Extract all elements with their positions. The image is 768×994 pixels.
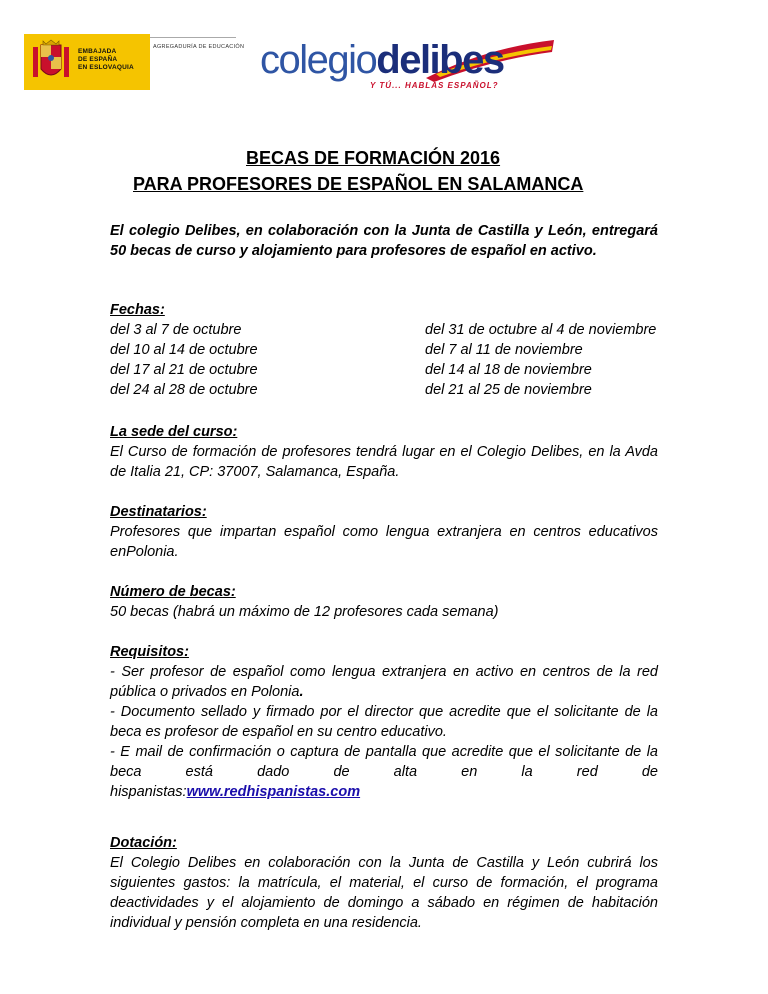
date-column-right: [425, 320, 656, 400]
date-item: del 7 al 11 de noviembre: [425, 342, 583, 358]
date-item: del 17 al 21 de octubre: [110, 362, 258, 378]
requisitos-heading: Requisitos:: [110, 644, 189, 660]
numero-text: 50 becas (habrá un máximo de 12 profesores cada semana): [110, 604, 499, 620]
date-item: del 3 al 7 de octubre: [110, 322, 242, 338]
destinatarios-heading: Destinatarios:: [110, 504, 207, 520]
embassy-line: EMBAJADA: [78, 48, 117, 55]
colegio-delibes-logo: [256, 34, 556, 98]
agregaduria-label: AGREGADURÍA DE EDUCACIÓN: [153, 44, 245, 50]
requisito-text-end: .: [299, 684, 304, 700]
requisito-item: - Documento sellado y firmado por el director que acredite que el solicitante de la beca es profesor de español en su centro educativo.: [110, 704, 658, 740]
date-item: del 14 al 18 de noviembre: [425, 362, 592, 378]
brand-part2: delibes: [376, 38, 504, 82]
destinatarios-section: [110, 502, 658, 562]
embassy-text: [78, 48, 134, 72]
divider: [150, 37, 236, 38]
embassy-logo: [24, 34, 150, 90]
requisitos-section: [110, 642, 658, 802]
redhispanistas-link[interactable]: www.redhispanistas.com: [186, 784, 361, 800]
date-column-left: [110, 320, 258, 400]
page-title: BECAS DE FORMACIÓN 2016: [246, 148, 501, 168]
requisito-item: [110, 662, 658, 702]
numero-section: [110, 582, 658, 622]
coat-of-arms-icon: [30, 39, 72, 85]
brand-wordmark: [260, 38, 504, 82]
requisito-link-line: [110, 782, 658, 802]
requisito-text-end: hispanistas:: [110, 784, 187, 800]
dotacion-section: [110, 833, 658, 933]
page-subtitle: PARA PROFESORES DE ESPAÑOL EN SALAMANCA: [133, 174, 584, 194]
date-item: del 21 al 25 de noviembre: [425, 382, 592, 398]
dotacion-heading: Dotación:: [110, 835, 177, 851]
date-item: del 31 de octubre al 4 de noviembre: [425, 322, 657, 338]
embassy-line: DE ESPAÑA: [78, 56, 118, 63]
embassy-line: EN ESLOVAQUIA: [78, 64, 134, 71]
date-item: del 10 al 14 de octubre: [110, 342, 258, 358]
fechas-heading: Fechas:: [110, 302, 165, 318]
sede-heading: La sede del curso:: [110, 424, 238, 440]
sede-text: El Curso de formación de profesores tendrá lugar en el Colegio Delibes, en la Avda de Italia 21, CP: 37007, Salamanca, España.: [110, 444, 658, 480]
requisito-item: - E mail de confirmación o captura de pantalla que acredite que el solicitante de la beca está dado de alta en la red de: [110, 744, 658, 780]
date-item: del 24 al 28 de octubre: [110, 382, 258, 398]
requisito-text: - Ser profesor de español como lengua extranjera en activo en centros de la red pública o privados en Polonia: [110, 664, 658, 700]
sede-section: [110, 422, 658, 482]
brand-part1: colegio: [260, 38, 377, 82]
fechas-section: [110, 300, 658, 320]
intro-paragraph: El colegio Delibes, en colaboración con la Junta de Castilla y León, entregará 50 becas de curso y alojamiento para profesores de español en activo.: [110, 223, 658, 259]
numero-heading: Número de becas:: [110, 584, 236, 600]
dotacion-text: El Colegio Delibes en colaboración con la Junta de Castilla y León cubrirá los siguientes gastos: la matrícula, el material, el curso de formación, el programa deactividades y el alojamiento de domingo a sábado en régimen de habitación individual y pensión completa en una residencia.: [110, 855, 658, 931]
brand-tagline: Y TÚ... HABLAS ESPAÑOL?: [370, 81, 499, 90]
destinatarios-text: Profesores que impartan español como lengua extranjera en centros educativos enPolonia.: [110, 524, 658, 560]
